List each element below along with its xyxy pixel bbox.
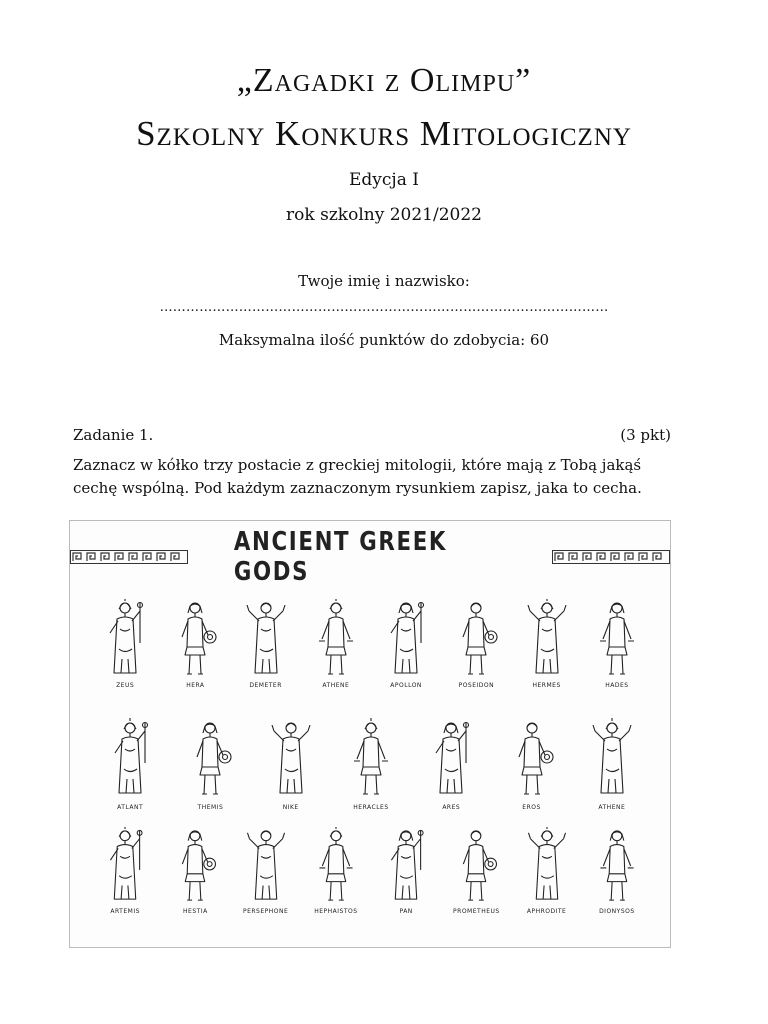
god-name-label: APOLLON bbox=[390, 682, 422, 689]
edition-label: Edycja I bbox=[349, 170, 419, 190]
god-name-label: EROS bbox=[522, 804, 541, 811]
god-name-label: PERSEPHONE bbox=[242, 908, 289, 915]
god-name-label: ZEUS bbox=[116, 682, 135, 689]
god-name-label: PAN bbox=[399, 908, 413, 915]
hera-illustration-icon bbox=[172, 599, 218, 679]
student-name-label: Twoje imię i nazwisko: bbox=[298, 272, 470, 290]
persephone-illustration-icon bbox=[243, 827, 289, 905]
god-figure-ares[interactable] bbox=[421, 717, 481, 811]
atlant-illustration-icon bbox=[107, 717, 153, 801]
god-figure-artemis[interactable] bbox=[95, 827, 155, 915]
god-figure-nike[interactable] bbox=[261, 717, 321, 811]
god-figure-athene[interactable] bbox=[582, 717, 642, 811]
heracles-illustration-icon bbox=[348, 717, 394, 801]
artemis-illustration-icon bbox=[102, 827, 148, 905]
gods-row-3 bbox=[90, 827, 652, 915]
god-figure-atlant[interactable] bbox=[100, 717, 160, 811]
poster-header bbox=[70, 527, 670, 587]
athene-illustration-icon bbox=[313, 599, 359, 679]
god-figure-athene[interactable] bbox=[306, 599, 366, 689]
god-figure-hestia[interactable] bbox=[165, 827, 225, 915]
god-name-label: DIONYSOS bbox=[599, 908, 635, 915]
god-name-label: THEMIS bbox=[197, 804, 224, 811]
god-figure-eros[interactable] bbox=[502, 717, 562, 811]
god-figure-hades[interactable] bbox=[587, 599, 647, 689]
god-figure-pan[interactable] bbox=[376, 827, 436, 915]
contest-title: „Zagadki z Olimpu” bbox=[236, 62, 532, 99]
god-figure-hera[interactable] bbox=[165, 599, 225, 689]
zeus-illustration-icon bbox=[102, 599, 148, 679]
athene-illustration-icon bbox=[589, 717, 635, 801]
god-name-label: PROMETHEUS bbox=[453, 908, 500, 915]
greek-key-ornament-left bbox=[70, 550, 188, 564]
god-name-label: ATHENE bbox=[598, 804, 626, 811]
gods-poster bbox=[69, 520, 671, 948]
god-name-label: ATHENE bbox=[322, 682, 350, 689]
ares-illustration-icon bbox=[428, 717, 474, 801]
god-name-label: POSEIDON bbox=[458, 682, 495, 689]
god-figure-hephaistos[interactable] bbox=[306, 827, 366, 915]
god-name-label: APHRODITE bbox=[526, 908, 567, 915]
task1-label: Zadanie 1. bbox=[73, 426, 154, 444]
nike-illustration-icon bbox=[268, 717, 314, 801]
hephaistos-illustration-icon bbox=[313, 827, 359, 905]
hermes-illustration-icon bbox=[524, 599, 570, 679]
demeter-illustration-icon bbox=[243, 599, 289, 679]
god-name-label: ARES bbox=[442, 804, 461, 811]
greek-key-ornament-right bbox=[552, 550, 670, 564]
god-figure-aphrodite[interactable] bbox=[517, 827, 577, 915]
apollon-illustration-icon bbox=[383, 599, 429, 679]
god-name-label: HESTIA bbox=[183, 908, 208, 915]
hades-illustration-icon bbox=[594, 599, 640, 679]
dionysos-illustration-icon bbox=[594, 827, 640, 905]
student-name-field[interactable]: ………………………………………………………………………………………… bbox=[159, 300, 609, 315]
themis-illustration-icon bbox=[187, 717, 233, 801]
god-name-label: ARTEMIS bbox=[110, 908, 140, 915]
god-figure-prometheus[interactable] bbox=[446, 827, 506, 915]
god-name-label: ATLANT bbox=[117, 804, 144, 811]
poster-title: ANCIENT GREEK GODS bbox=[233, 527, 448, 587]
gods-row-1 bbox=[90, 599, 652, 689]
aphrodite-illustration-icon bbox=[524, 827, 570, 905]
god-name-label: HEPHAISTOS bbox=[314, 908, 358, 915]
task1-instruction: Zaznacz w kółko trzy postacie z greckiej mitologii, które mają z Tobą jakąś cechę wspólną. Pod każdym zaznaczonym rysunkiem zapisz, jaka to cecha. bbox=[73, 456, 642, 497]
max-points-label: Maksymalna ilość punktów do zdobycia: 60 bbox=[218, 331, 550, 349]
god-name-label: HERMES bbox=[532, 682, 561, 689]
god-figure-themis[interactable] bbox=[180, 717, 240, 811]
pan-illustration-icon bbox=[383, 827, 429, 905]
hestia-illustration-icon bbox=[172, 827, 218, 905]
god-figure-apollon[interactable] bbox=[376, 599, 436, 689]
god-name-label: HADES bbox=[605, 682, 629, 689]
poseidon-illustration-icon bbox=[453, 599, 499, 679]
task1-header bbox=[73, 426, 671, 444]
god-name-label: HERACLES bbox=[353, 804, 389, 811]
school-year: rok szkolny 2021/2022 bbox=[286, 205, 482, 225]
god-figure-heracles[interactable] bbox=[341, 717, 401, 811]
god-figure-hermes[interactable] bbox=[517, 599, 577, 689]
god-name-label: DEMETER bbox=[249, 682, 282, 689]
god-figure-persephone[interactable] bbox=[236, 827, 296, 915]
prometheus-illustration-icon bbox=[453, 827, 499, 905]
contest-subtitle: Szkolny Konkurs Mitologiczny bbox=[136, 114, 632, 153]
gods-row-2 bbox=[90, 717, 652, 811]
god-figure-demeter[interactable] bbox=[236, 599, 296, 689]
eros-illustration-icon bbox=[509, 717, 555, 801]
god-figure-poseidon[interactable] bbox=[446, 599, 506, 689]
god-name-label: NIKE bbox=[282, 804, 299, 811]
god-name-label: HERA bbox=[186, 682, 205, 689]
god-figure-dionysos[interactable] bbox=[587, 827, 647, 915]
task1-points: (3 pkt) bbox=[620, 426, 671, 444]
god-figure-zeus[interactable] bbox=[95, 599, 155, 689]
